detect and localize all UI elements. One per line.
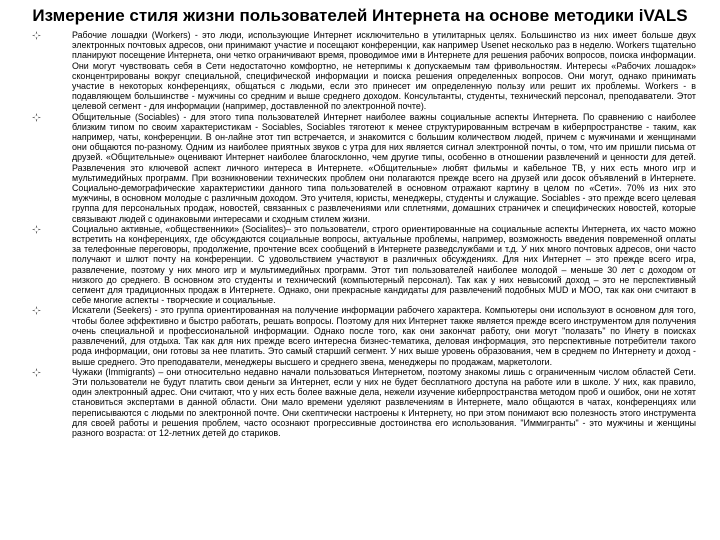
list-item-socialites: [32, 224, 696, 306]
list-item-text: Рабочие лошадки (Workers) - это люди, использующие Интернет исключительно в утилитарных целях. Большинство из них имеет больше двух электронных почтовых адресов, они принимают участие и посещают конференции, как например Usenet несколько раз в неделю. Workers тщательно планируют посещение Интернета, они четко ограничивают время, проводимое ими в Интернете для решения рабочих вопросов, поиска информации. Они могут чувствовать себя в Сети недостаточно комфортно, не нетерпимы к допускаемым там фривольностям. Интересы «Рабочих лошадок» сконцентрированы вокруг специальной, специфической информации и поиска решения определенных вопросов. Они могут, однако принимать участие в некоторых конференциях, общаться с людьми, если это принесет им определенную пользу или решит их проблемы. Workers - в подавляющем большинстве - мужчины со средним и выше среднего доходом. Консультанты, студенты, технический персонал, преподаватели. Этот целевой сегмент - для информации (например, доставленной по электронной почте).: [72, 30, 696, 112]
list-item-sociables: [32, 112, 696, 224]
list-item-seekers: [32, 305, 696, 366]
diamond-bullet-icon: [32, 225, 41, 234]
list-item-text: Чужаки (Immigrants) – они относительно недавно начали пользоваться Интернетом, поэтому знакомы лишь с ограниченным числом областей Сети. Эти пользователи не будут платить свои деньги за Интернет, если у них не будет бесплатного доступа на работе или в школе. У них, как правило, один электронный адрес. Они считают, что у них есть более важные дела, нежели изучение киберпространства методом проб и ошибок, они не хотят становиться экспертами в данной области. Они мало времени уделяют развлечениям в Интернете, мало общаются в чатах, конференциях или переписываются с людьми по электронной почте. Они скептически настроены к Интернету, но при этом понимают всю полезность этого инструмента для своей работы и решения проблем, часто осознают прогрессивные достоинства его использования. "Иммигранты" - это мужчины и женщины разного возраста: от 12-летних детей до стариков.: [72, 366, 696, 438]
diamond-bullet-icon: [32, 368, 41, 377]
list-item-immigrants: [32, 367, 696, 438]
diamond-bullet-icon: [32, 31, 41, 40]
bullet-list: [32, 30, 696, 438]
list-item-text: Общительные (Sociables) - для этого типа пользователей Интернет наиболее важны социальные аспекты Интернета. По сравнению с наиболее близким типом по своим характеристикам - Sociables, Sociables тяготеют к менее структурированным встречам в киберпространстве - таким, как например, чаты, конференции. В он-лайне этот тип встречается, и знакомится с большим количеством людей, причем с мужчинами и женщинами они общаются по-разному. Одним из наиболее приятных звуков с утра для них является сигнал электронной почты, о том, что им пришли письма от друзей. «Общительные» оценивают Интернет наиболее благосклонно, чем другие типы, особенно в отношении развлечений и ценности для детей. Развлечения это ключевой аспект личного интереса в Интернете. «Общительные» любят фильмы и кабельное ТВ, у них есть много игр и мультимедийных программ. При возникновении технических проблем они полагаются прежде всего на друзей или досок объявлений в Интернете. Социально-демографические характеристики данного типа пользователей в основном отражают картину в целом по «Сети». 70% из них это мужчины, в основном молодые с различным доходом. Это учителя, юристы, менеджеры, студенты и служащие. Sociables - это прежде всего целевая группа для персональных продаж, новостей, связанных с развлечениями или сплетнями, домашних страничек и специфических новостей, которые связывают людей с одинаковыми интересами и сходным стилем жизни.: [72, 111, 696, 224]
list-item-workers: [32, 30, 696, 112]
diamond-bullet-icon: [32, 113, 41, 122]
slide-title: Измерение стиля жизни пользователей Интернета на основе методики iVALS: [32, 6, 688, 25]
list-item-text: Искатели (Seekers) - это группа ориентированная на получение информации рабочего характера. Компьютеры они используют в основном для того, чтобы более эффективно и быстро работать, решать вопросы. Поэтому для них Интернет также является прежде всего инструментом для получения очень специальной и профессиональной информации. Однако после того, как они закончат работу, они могут "полазать" по Инету в поисках развлечений, для отдыха. Так как для них прежде всего интересна бизнес-тематика, деловая информация, это перспективные потребители такого рода информации, они готовы за нее платить. Это самый старший сегмент. У них выше уровень образования, чем в среднем по Интернету и доход - выше среднего. Это преподаватели, менеджеры высшего и среднего звена, менеджеры по продажам, маркетологи.: [72, 305, 696, 367]
diamond-bullet-icon: [32, 306, 41, 315]
list-item-text: Социально активные, «общественники» (Socialites)– это пользователи, строго ориентированные на социальные аспекты Интернета, их часто можно встретить на конференциях, где обсуждаются социальные вопросы, актуальные проблемы, например, возможность введения повременной оплаты за телефонные переговоры, продолжение, прочтение всех сообщений в Интернете разведслужбами и т.д. У них много почтовых адресов, они часто получают и шлют почту на конференции. С удовольствием участвуют в различных обсуждениях. Для них Интернет – это прежде всего игра, развлечение, поэтому у них много игр и мультимедийных программ. Этот тип пользователей наиболее молодой – меньше 30 лет с доходом от низкого до среднего. В основном это студенты и технический (компьютерный персонал). Так как у них невысокий доход – это не перспективный сегмент для традиционных продаж в Интернете. Однако, они прекрасные кандидаты для развлечений подобных MUD и MOO, так как они считают в себе многие аспекты - творческие и социальные.: [72, 223, 696, 306]
